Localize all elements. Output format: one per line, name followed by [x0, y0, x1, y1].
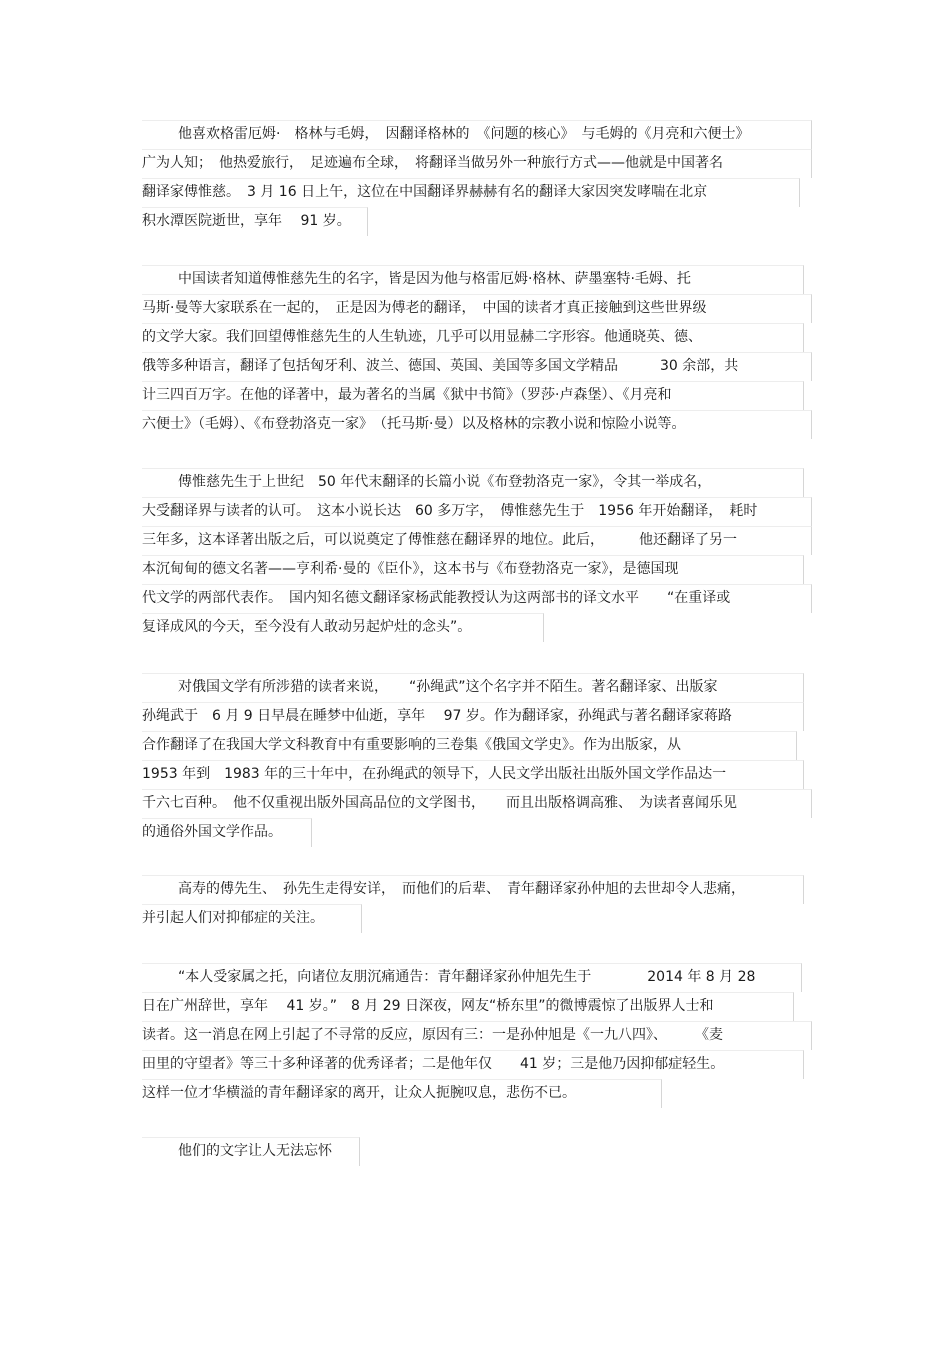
text-line: 他喜欢格雷厄姆· 格林与毛姆， 因翻译格林的 《问题的核心》 与毛姆的《月亮和六便士》: [142, 120, 812, 149]
text-line: 代文学的两部代表作。 国内知名德文翻译家杨武能教授认为这两部书的译文水平 “在重译或: [142, 584, 812, 613]
text-line: 广为人知； 他热爱旅行， 足迹遍布全球， 将翻译当做另外一种旅行方式——他就是中国著名: [142, 149, 812, 178]
text-line: 读者。这一消息在网上引起了不寻常的反应，原因有三：一是孙仲旭是《一九八四》、 《麦: [142, 1021, 812, 1050]
paragraph-1: [142, 120, 812, 236]
text-line: 复译成风的今天，至今没有人敢动另起炉灶的念头”。: [142, 613, 544, 642]
text-line: 合作翻译了在我国大学文科教育中有重要影响的三卷集《俄国文学史》。作为出版家，从: [142, 731, 797, 760]
text-line: 日在广州辞世，享年 41 岁。” 8 月 29 日深夜，网友“桥东里”的微博震惊了出版界人士和: [142, 992, 794, 1021]
paragraph-4: [142, 673, 812, 847]
text-line: 高寿的傅先生、 孙先生走得安详， 而他们的后辈、 青年翻译家孙仲旭的去世却令人悲痛，: [142, 875, 804, 904]
text-line: 计三四百万字。在他的译著中，最为著名的当属《狱中书简》（罗莎·卢森堡）、《月亮和: [142, 381, 804, 410]
text-line: 田里的守望者》等三十多种译著的优秀译者；二是他年仅 41 岁；三是他乃因抑郁症轻生。: [142, 1050, 804, 1079]
text-line: 的文学大家。我们回望傅惟慈先生的人生轨迹，几乎可以用显赫二字形容。他通晓英、德、: [142, 323, 804, 352]
text-line: 马斯·曼等大家联系在一起的， 正是因为傅老的翻译， 中国的读者才真正接触到这些世界级: [142, 294, 812, 323]
paragraph-7: [142, 1137, 812, 1166]
paragraph-3: [142, 468, 812, 642]
text-line: 孙绳武于 6 月 9 日早晨在睡梦中仙逝，享年 97 岁。作为翻译家，孙绳武与著名翻译家蒋路: [142, 702, 804, 731]
text-line: 本沉甸甸的德文名著——亨利希·曼的《臣仆》，这本书与《布登勃洛克一家》，是德国现: [142, 555, 804, 584]
text-line: 三年多，这本译著出版之后，可以说奠定了傅惟慈在翻译界的地位。此后， 他还翻译了另一: [142, 526, 812, 555]
paragraph-2: [142, 265, 812, 439]
text-line: 俄等多种语言，翻译了包括匈牙利、波兰、德国、英国、美国等多国文学精品 30 余部，共: [142, 352, 812, 381]
text-line: 大受翻译界与读者的认可。 这本小说长达 60 多万字， 傅惟慈先生于 1956 年开始翻译， 耗时: [142, 497, 812, 526]
text-line: 翻译家傅惟慈。 3 月 16 日上午，这位在中国翻译界赫赫有名的翻译大家因突发哮喘在北京: [142, 178, 800, 207]
text-line: 六便士》（毛姆）、《布登勃洛克一家》 （托马斯·曼）以及格林的宗教小说和惊险小说等。: [142, 410, 812, 439]
text-line: 对俄国文学有所涉猎的读者来说， “孙绳武”这个名字并不陌生。著名翻译家、出版家: [142, 673, 804, 702]
text-line: 这样一位才华横溢的青年翻译家的离开，让众人扼腕叹息，悲伤不已。: [142, 1079, 662, 1108]
text-line: 积水潭医院逝世，享年 91 岁。: [142, 207, 368, 236]
paragraph-5: [142, 875, 812, 933]
text-line: 1953 年到 1983 年的三十年中，在孙绳武的领导下，人民文学出版社出版外国文学作品达一: [142, 760, 804, 789]
text-line: 的通俗外国文学作品。: [142, 818, 312, 847]
text-line: 并引起人们对抑郁症的关注。: [142, 904, 362, 933]
text-line: “本人受家属之托，向诸位友朋沉痛通告：青年翻译家孙仲旭先生于 2014 年 8 月 28: [142, 963, 802, 992]
text-line: 傅惟慈先生于上世纪 50 年代末翻译的长篇小说《布登勃洛克一家》，令其一举成名，: [142, 468, 804, 497]
paragraph-6: [142, 963, 812, 1108]
text-line: 中国读者知道傅惟慈先生的名字，皆是因为他与格雷厄姆·格林、萨墨塞特·毛姆、托: [142, 265, 804, 294]
section-heading: 他们的文字让人无法忘怀: [142, 1137, 360, 1166]
text-line: 千六七百种。 他不仅重视出版外国高品位的文学图书， 而且出版格调高雅、 为读者喜闻乐见: [142, 789, 812, 818]
